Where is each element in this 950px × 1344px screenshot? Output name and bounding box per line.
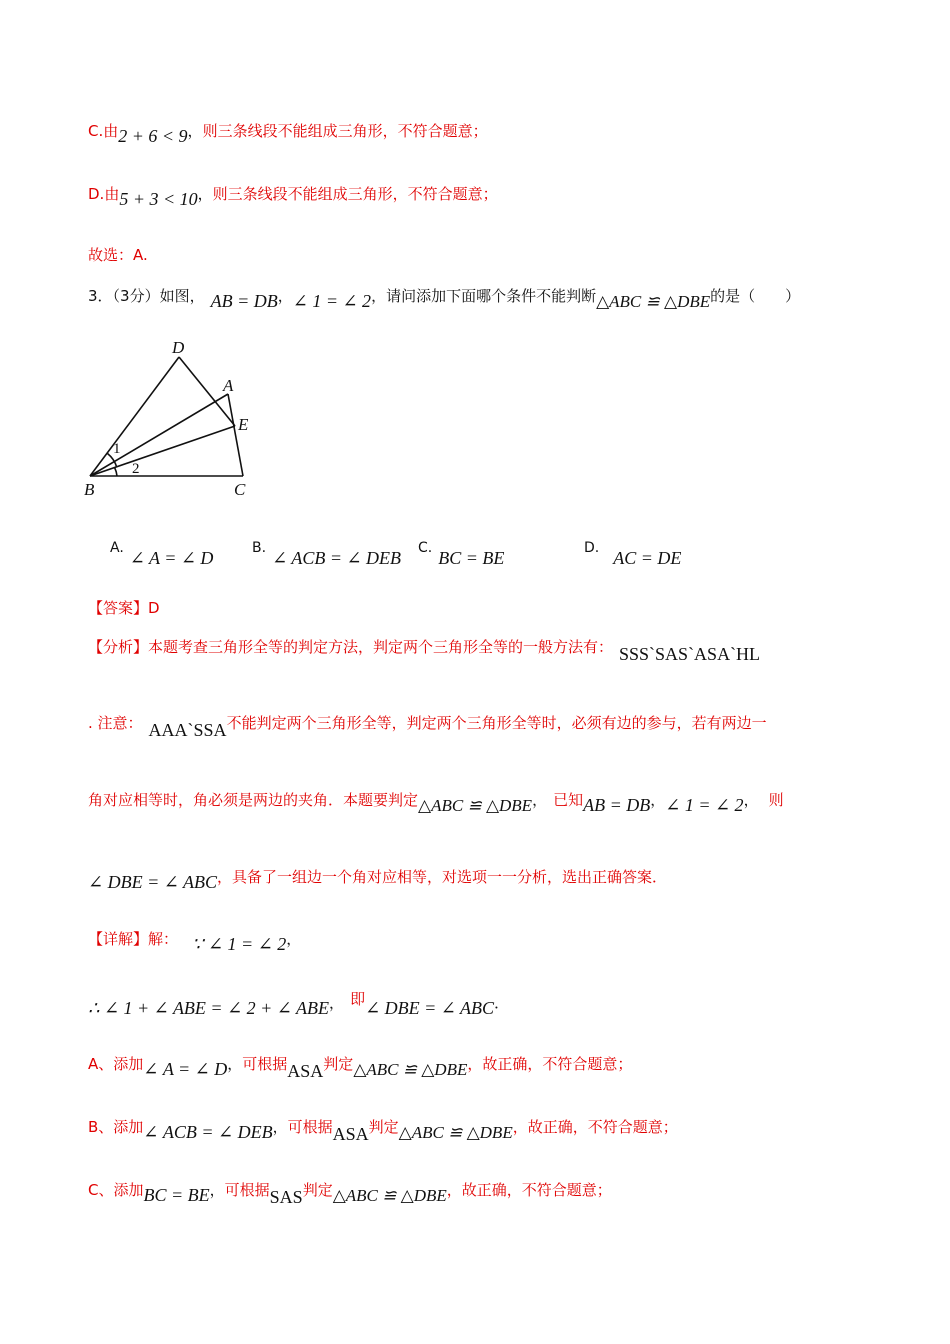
option-c-explanation: C.由2 + 6 < 9，则三条线段不能组成三角形，不符合题意；: [88, 122, 488, 146]
option-a[interactable]: A. ∠ A = ∠ D: [110, 540, 214, 568]
label-angle-2: 2: [132, 461, 140, 477]
detail-line-2: ∴ ∠ 1 + ∠ ABE = ∠ 2 + ∠ ABE， 即∠ DBE = ∠ ABC．: [88, 990, 510, 1018]
answer-label: 【答案】D: [88, 599, 160, 617]
option-b[interactable]: B. ∠ ACB = ∠ DEB: [252, 540, 402, 568]
question-3: 3．（3分）如图， AB = DB，∠ 1 = ∠ 2，请问添加下面哪个条件不能判断△ABC ≌ △DBE的是（ ）: [88, 287, 801, 311]
label-d: D: [172, 338, 185, 357]
analysis-line-3: 角对应相等时，角必须是两边的夹角．本题要判定△ABC ≌ △DBE， 已知AB = DB，∠ 1 = ∠ 2， 则: [88, 791, 784, 815]
label-b: B: [84, 480, 95, 499]
analysis-line-4: ∠ DBE = ∠ ABC，具备了一组边一个角对应相等，对选项一一分析，选出正确答案．: [88, 868, 667, 892]
angle-2-arc: [115, 468, 117, 477]
detail-row-a: A、添加∠ A = ∠ D，可根据ASA判定△ABC ≌ △DBE，故正确，不符合题意；: [88, 1055, 633, 1081]
analysis-line-2: . 注意： AAA`SSA不能判定两个三角形全等，判定两个三角形全等时，必须有边的参与，若有两边一: [88, 714, 767, 740]
label-a: A: [223, 376, 234, 395]
label-angle-1: 1: [113, 441, 121, 457]
detail-row-c: C、添加BC = BE，可根据SAS判定△ABC ≌ △DBE，故正确，不符合题意；: [88, 1181, 612, 1207]
analysis-line-1: 【分析】本题考查三角形全等的判定方法，判定两个三角形全等的一般方法有： SSS`SAS`ASA`HL: [88, 638, 761, 664]
detail-row-b: B、添加∠ ACB = ∠ DEB，可根据ASA判定△ABC ≌ △DBE，故正确，不符合题意；: [88, 1118, 678, 1144]
option-c[interactable]: C. BC = BE: [418, 540, 505, 568]
label-e: E: [238, 415, 249, 434]
triangle-figure: [80, 335, 280, 505]
choose-answer: 故选：A.: [88, 246, 148, 264]
option-d[interactable]: D. AC = DE: [584, 540, 682, 568]
segment-ac: [228, 394, 243, 476]
label-c: C: [234, 480, 246, 499]
segment-bd: [90, 357, 179, 476]
detail-line-1: 【详解】解： ∵ ∠ 1 = ∠ 2，: [88, 930, 302, 954]
option-d-explanation: D.由5 + 3 < 10，则三条线段不能组成三角形，不符合题意；: [88, 185, 498, 209]
